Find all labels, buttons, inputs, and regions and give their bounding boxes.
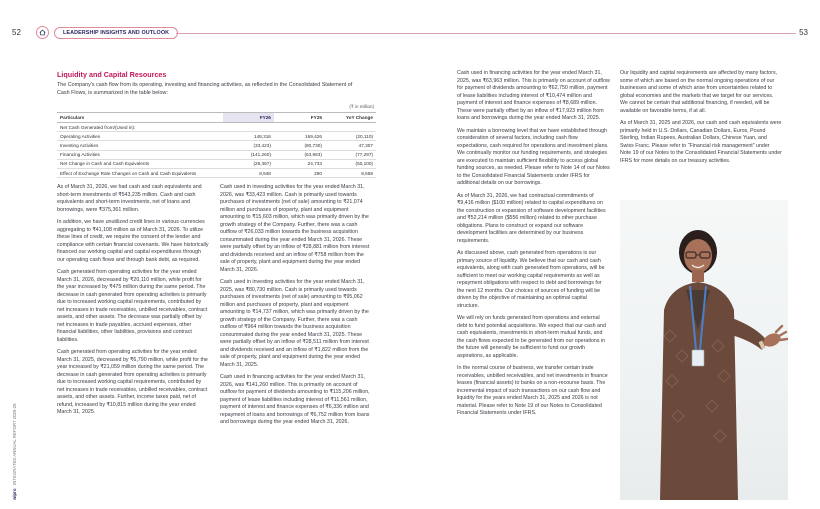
table-cell: 47,307 bbox=[325, 141, 376, 150]
paragraph: We will rely on funds generated from operations and external debt to fund potential acquisitions. We expect that our cash and cash equivalents, investments in short-term mutual funds, and the cash flows expected to be generated from our operations in the future will generally be sufficient to fund our growth aspirations, as applicable. bbox=[457, 315, 606, 359]
table-row bbox=[57, 141, 376, 150]
table-cell: (20,110) bbox=[325, 132, 376, 141]
paragraph: Our liquidity and capital requirements are affected by many factors, some of which are based on the normal ongoing operations of our businesses and some of which arise from uncertainties related to global economies and the markets that we target for our services. We cannot be certain that additional financing, if needed, will be available on favorable terms, if at all. bbox=[620, 70, 778, 114]
paragraph: In addition, we have unutilized credit lines in various currencies aggregating to ₹41,108 million as of March 31, 2026. To utilize these lines of credit, we require the consent of the lender and compliance with certain financial covenants. We have historically financed our working capital and capital expenditures through our operating cash flows and through bank debt, as required. bbox=[57, 219, 209, 263]
table-cell: Net Cash Generated from/(Used in): bbox=[57, 123, 223, 132]
paragraph: As of March 31, 2025 and 2026, our cash and cash equivalents were primarily held in U.S. Dollars, Canadian Dollars, Euros, Pound Sterling, Indian Rupees, Australian Dollars, Chinese Yuan, and Swiss Franc. Please refer to “Financial risk management” under Note 19 of our Notes to the Consolidated Financial Statements under IFRS for more details on our treasury activities. bbox=[620, 120, 782, 164]
intro-paragraph: The Company's cash flow from its operating, investing and financing activities, as reflected in the Consolidated Statement of Cash Flows, is summarized in the table below: bbox=[57, 82, 353, 96]
page-number-left: 52 bbox=[12, 28, 21, 37]
speaker-photo bbox=[620, 200, 788, 500]
table-cell: 24,733 bbox=[274, 159, 325, 168]
table-cell bbox=[325, 123, 376, 132]
table-cell: (50,100) bbox=[325, 159, 376, 168]
table-cell: 169,426 bbox=[274, 132, 325, 141]
table-cell: Net Change in Cash and Cash Equivalents bbox=[57, 159, 223, 168]
table-row bbox=[57, 168, 376, 177]
table-row bbox=[57, 123, 376, 132]
table-cell: Investing Activities bbox=[57, 141, 223, 150]
paragraph: As of March 31, 2026, we had contractual commitments of ₹9,416 million ($100 million) related to capital expenditures on the construction or expansion of software development facilities and ₹52,214 million ($556 million) related to other purchase obligations. Plans to construct or expand our software development facilities are determined by our business requirements. bbox=[457, 192, 606, 244]
text-column-1 bbox=[57, 184, 210, 422]
cash-flow-table bbox=[57, 104, 376, 178]
table-cell: Operating Activities bbox=[57, 132, 223, 141]
table-row bbox=[57, 150, 376, 159]
table-row bbox=[57, 159, 376, 168]
table-header-row bbox=[57, 113, 376, 123]
table-cell: 8,658 bbox=[325, 168, 376, 177]
paragraph: Cash used in financing activities for the year ended March 31, 2026, was ₹141,260 million. This is primarily on account of outflow for payment of dividends amounting to ₹115,206 million, payment of lease liabilities including interest of ₹11,561 million, payment of interest and finance expenses of ₹6,336 million and repayment of loans and borrowings of ₹6,752 million from loans and borrowings during the year ended March 31, 2026. bbox=[220, 374, 370, 425]
table-cell: (25,367) bbox=[223, 159, 274, 168]
col-header-particulars: Particulars bbox=[57, 113, 223, 123]
text-column-2 bbox=[220, 184, 373, 432]
speaker-illustration bbox=[620, 200, 788, 500]
table-cell: Effect of Exchange Rate Changes on Cash and Cash Equivalents bbox=[57, 168, 223, 177]
brand-logo-text: wipro bbox=[12, 488, 17, 500]
page-header bbox=[0, 0, 820, 62]
col-header-fy25: FY25 bbox=[274, 113, 325, 123]
text-column-4 bbox=[620, 70, 782, 170]
paragraph: Cash generated from operating activities for the year ended March 31, 2026, decreased by ₹20,110 million, while profit for the year increased by ₹475 million during the same period. The decrease in cash generated from operating activities is primarily due to increased working capital requirements, contributed by net increases in trade receivables, unbilled receivables, contract assets, and other assets. The decrease was partially offset by net increases in trade payables, accrued expenses, other financial liabilities, other liabilities, provisions and contract liabilities. bbox=[57, 269, 208, 343]
paragraph: Cash used in investing activities for the year ended March 31, 2026, was ₹33,423 million. Cash is primarily used towards purchases of investments (net of sale) amounting to ₹21,074 million and purchases of property, plant and equipment amounting to ₹15,603 million, which was primarily driven by the growth strategy of the Company. Further, there was a cash outflow of ₹26,033 million towards the business acquisition consummated during the year ended March 31, 2026. These were partially offset by an inflow of ₹28,881 million from interest and dividends received and an inflow of ₹758 million from the sale of property, plant and equipment during the year ended March 31, 2026. bbox=[220, 184, 370, 273]
paragraph: As of March 31, 2026, we had cash and cash equivalents and short-term investments of ₹543,235 million. Cash and cash equivalents and short-term investments, net of loans and borrowings, were ₹375,361 million. bbox=[57, 184, 202, 213]
section-label[interactable]: LEADERSHIP INSIGHTS AND OUTLOOK bbox=[54, 27, 178, 39]
table-cell: 290 bbox=[274, 168, 325, 177]
table-cell: 149,316 bbox=[223, 132, 274, 141]
paragraph: Cash used in investing activities for the year ended March 31, 2025, was ₹80,730 million. Cash is primarily used towards purchases of investments (net of sale) amounting to ₹95,062 million and purchases of property, plant and equipment amounting to ₹14,737 million, which was primarily driven by the growth strategy of the Company. Further, there was a cash outflow of ₹964 million towards the business acquisition consummated during the year ended March 31, 2025. These were partially offset by an inflow of ₹28,511 million from interest and dividends received and an inflow of ₹1,822 million from the sale of property, plant and equipment during the year ended March 31, 2025. bbox=[220, 279, 369, 368]
home-icon bbox=[39, 29, 46, 36]
paragraph: As discussed above, cash generated from operations is our primary source of liquidity. We believe that our cash and cash equivalents, along with cash generated from operations, will be sufficient to meet our working capital requirements as well as repayment obligations with respect to debt and borrowings for the next 12 months. Our choices of sources of funding will be driven by the objective of maintaining an optimal capital structure. bbox=[457, 250, 605, 309]
home-button[interactable] bbox=[36, 26, 49, 39]
col-header-fy26: FY26 bbox=[223, 113, 274, 123]
section-title: Liquidity and Capital Resources bbox=[57, 70, 167, 79]
paragraph: Cash generated from operating activities for the year ended March 31, 2025, decreased by ₹6,790 million, while profit for the year increased by ₹21,059 million during the same period. The decrease in cash generated from operating activities is primarily due to increased working capital requirements, contributed by net increases in trade receivables, unbilled receivables, contract assets, and other assets. Further, income taxes paid, net of refund, increased by ₹10,815 million during the year ended March 31, 2025. bbox=[57, 349, 208, 415]
table-cell: 8,948 bbox=[223, 168, 274, 177]
paragraph: We maintain a borrowing level that we have established through consideration of several factors, including cash flow expectations, cash required for operations and investment plans. We continually monitor our funding requirements, and strategies are executed to maintain sufficient flexibility to access global funding sources, as needed. Please refer to Note 14 of our Notes to the Consolidated Financial Statements under IFRS for additional details on our borrowings. bbox=[457, 127, 610, 186]
table-cell: (141,260) bbox=[223, 150, 274, 159]
table-cell: (77,297) bbox=[325, 150, 376, 159]
paragraph: Cash used in financing activities for the year ended March 31, 2025, was ₹63,963 million. This is primarily on account of outflow for payment of dividends amounting to ₹62,750 million, payment of lease liabilities including interest of ₹10,474 million and payment of interest and finance expenses of ₹8,689 million. These were partially offset by an inflow of ₹17,923 million from loans and borrowings during the year ended March 31, 2025. bbox=[457, 70, 610, 121]
table-cell: (33,423) bbox=[223, 141, 274, 150]
table-cell: (80,730) bbox=[274, 141, 325, 150]
vertical-report-label bbox=[12, 370, 25, 500]
col-header-yoy: YoY Change bbox=[325, 113, 376, 123]
paragraph: In the normal course of business, we transfer certain trade receivables, unbilled receivables, and net investments in finance leases (financial assets) to banks on a non-recourse basis. The incremental impact of such transactions on our cash flow and liquidity for the years ended March 31, 2025 and 2026 is not material. Please refer to Note 19 of our Notes to Consolidated Financial Statements under IFRS. bbox=[457, 365, 608, 416]
table-cell: Financing Activities bbox=[57, 150, 223, 159]
table-row bbox=[57, 132, 376, 141]
text-column-3 bbox=[457, 70, 610, 423]
page-number-right: 53 bbox=[799, 28, 808, 37]
header-divider bbox=[176, 33, 796, 34]
table-cell bbox=[223, 123, 274, 132]
table-cell: (63,963) bbox=[274, 150, 325, 159]
table-unit-note: (₹ in million) bbox=[349, 104, 374, 109]
table-cell bbox=[274, 123, 325, 132]
report-title: INTEGRATED ANNUAL REPORT 2025-26 bbox=[12, 403, 17, 485]
